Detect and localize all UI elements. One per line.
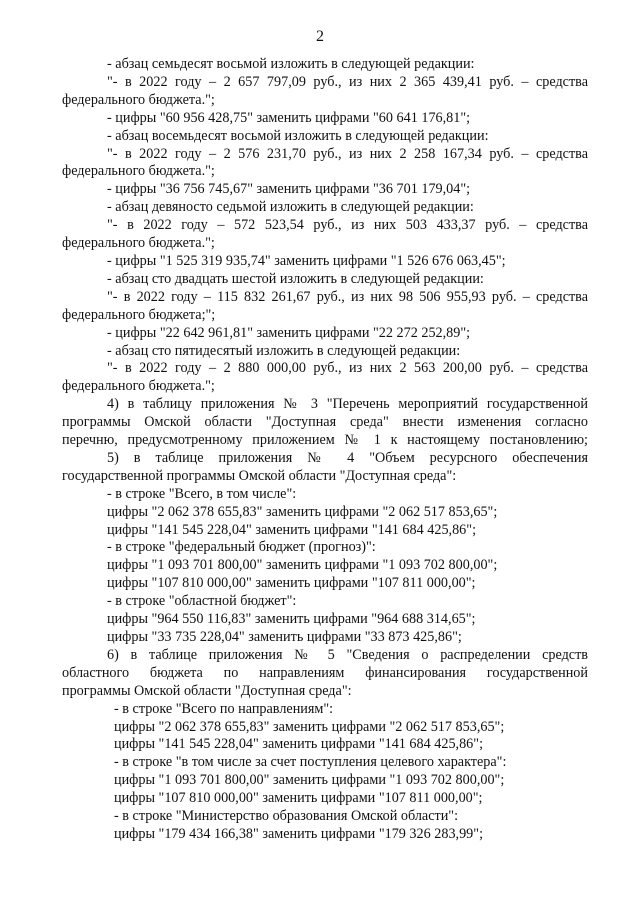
document-line: цифры "1 093 701 800,00" заменить цифрами "1 093 702 800,00"; [107,557,498,574]
document-body [62,56,588,844]
document-line: 5) в таблице приложения № 4 "Объем ресурсного обеспечения [107,449,588,466]
document-line: федерального бюджета."; [62,235,215,252]
document-line: "- в 2022 году – 2 657 797,09 руб., из них 2 365 439,41 руб. – средства [107,73,588,90]
document-line: цифры "179 434 166,38" заменить цифрами "179 326 283,99"; [114,825,484,842]
document-line: областного бюджета по направлениям финансирования государственной [62,664,588,681]
document-line: цифры "1 093 701 800,00" заменить цифрами "1 093 702 800,00"; [114,772,505,789]
document-line: цифры "2 062 378 655,83" заменить цифрами "2 062 517 853,65"; [114,718,505,735]
document-line: - цифры "1 525 319 935,74" заменить цифрами "1 526 676 063,45"; [107,252,506,269]
document-line: федерального бюджета."; [62,91,215,108]
page-number: 2 [316,28,324,45]
document-line: программы Омской области "Доступная среда" внести изменения согласно [62,414,588,431]
document-line: перечню, предусмотренному приложением № 1 к настоящему постановлению; [62,432,588,449]
document-line: цифры "2 062 378 655,83" заменить цифрами "2 062 517 853,65"; [107,503,498,520]
document-line: - абзац девяносто седьмой изложить в следующей редакции: [107,199,474,216]
document-line: цифры "107 810 000,00" заменить цифрами "107 811 000,00"; [107,575,476,592]
document-line: - в строке "в том числе за счет поступления целевого характера": [114,754,507,771]
document-line: федерального бюджета."; [62,163,215,180]
document-line: "- в 2022 году – 572 523,54 руб., из них 503 433,37 руб. – средства [107,217,588,234]
document-line: - в строке "федеральный бюджет (прогноз)": [107,539,376,556]
document-line: "- в 2022 году – 115 832 261,67 руб., из них 98 506 955,93 руб. – средства [107,288,588,305]
document-line: цифры "107 810 000,00" заменить цифрами "107 811 000,00"; [114,790,483,807]
document-line: государственной программы Омской области "Доступная среда": [62,467,457,484]
document-line: "- в 2022 году – 2 880 000,00 руб., из них 2 563 200,00 руб. – средства [107,360,588,377]
document-line: цифры "33 735 228,04" заменить цифрами "33 873 425,86"; [107,629,462,645]
document-line: - цифры "22 642 961,81" заменить цифрами "22 272 252,89"; [107,324,471,341]
document-line: - абзац сто двадцать шестой изложить в следующей редакции: [107,270,484,287]
document-line: - в строке "Всего по направлениям": [114,700,334,717]
document-line: программы Омской области "Доступная среда": [62,682,352,699]
document-line: - в строке "Всего, в том числе": [107,485,297,502]
document-line: - в строке "Министерство образования Омской области": [114,808,459,825]
document-line: цифры "141 545 228,04" заменить цифрами "141 684 425,86"; [107,521,477,538]
document-line: 6) в таблице приложения № 5 "Сведения о распределении средств [107,646,588,663]
document-line: цифры "964 550 116,83" заменить цифрами "964 688 314,65"; [107,611,476,628]
document-line: федерального бюджета."; [62,378,215,395]
document-line: - цифры "60 956 428,75" заменить цифрами "60 641 176,81"; [107,109,471,126]
document-line: цифры "141 545 228,04" заменить цифрами "141 684 425,86"; [114,736,484,753]
document-line: - абзац сто пятидесятый изложить в следующей редакции: [107,342,461,359]
document-line: - абзац семьдесят восьмой изложить в следующей редакции: [107,56,475,72]
document-line: - цифры "36 756 745,67" заменить цифрами "36 701 179,04"; [107,181,471,198]
document-line: - в строке "областной бюджет": [107,593,297,610]
document-line: 4) в таблицу приложения № 3 "Перечень мероприятий государственной [107,396,588,413]
document-line: "- в 2022 году – 2 576 231,70 руб., из них 2 258 167,34 руб. – средства [107,145,588,162]
document-line: федерального бюджета;"; [62,306,216,323]
document-line: - абзац восемьдесят восьмой изложить в следующей редакции: [107,127,489,144]
